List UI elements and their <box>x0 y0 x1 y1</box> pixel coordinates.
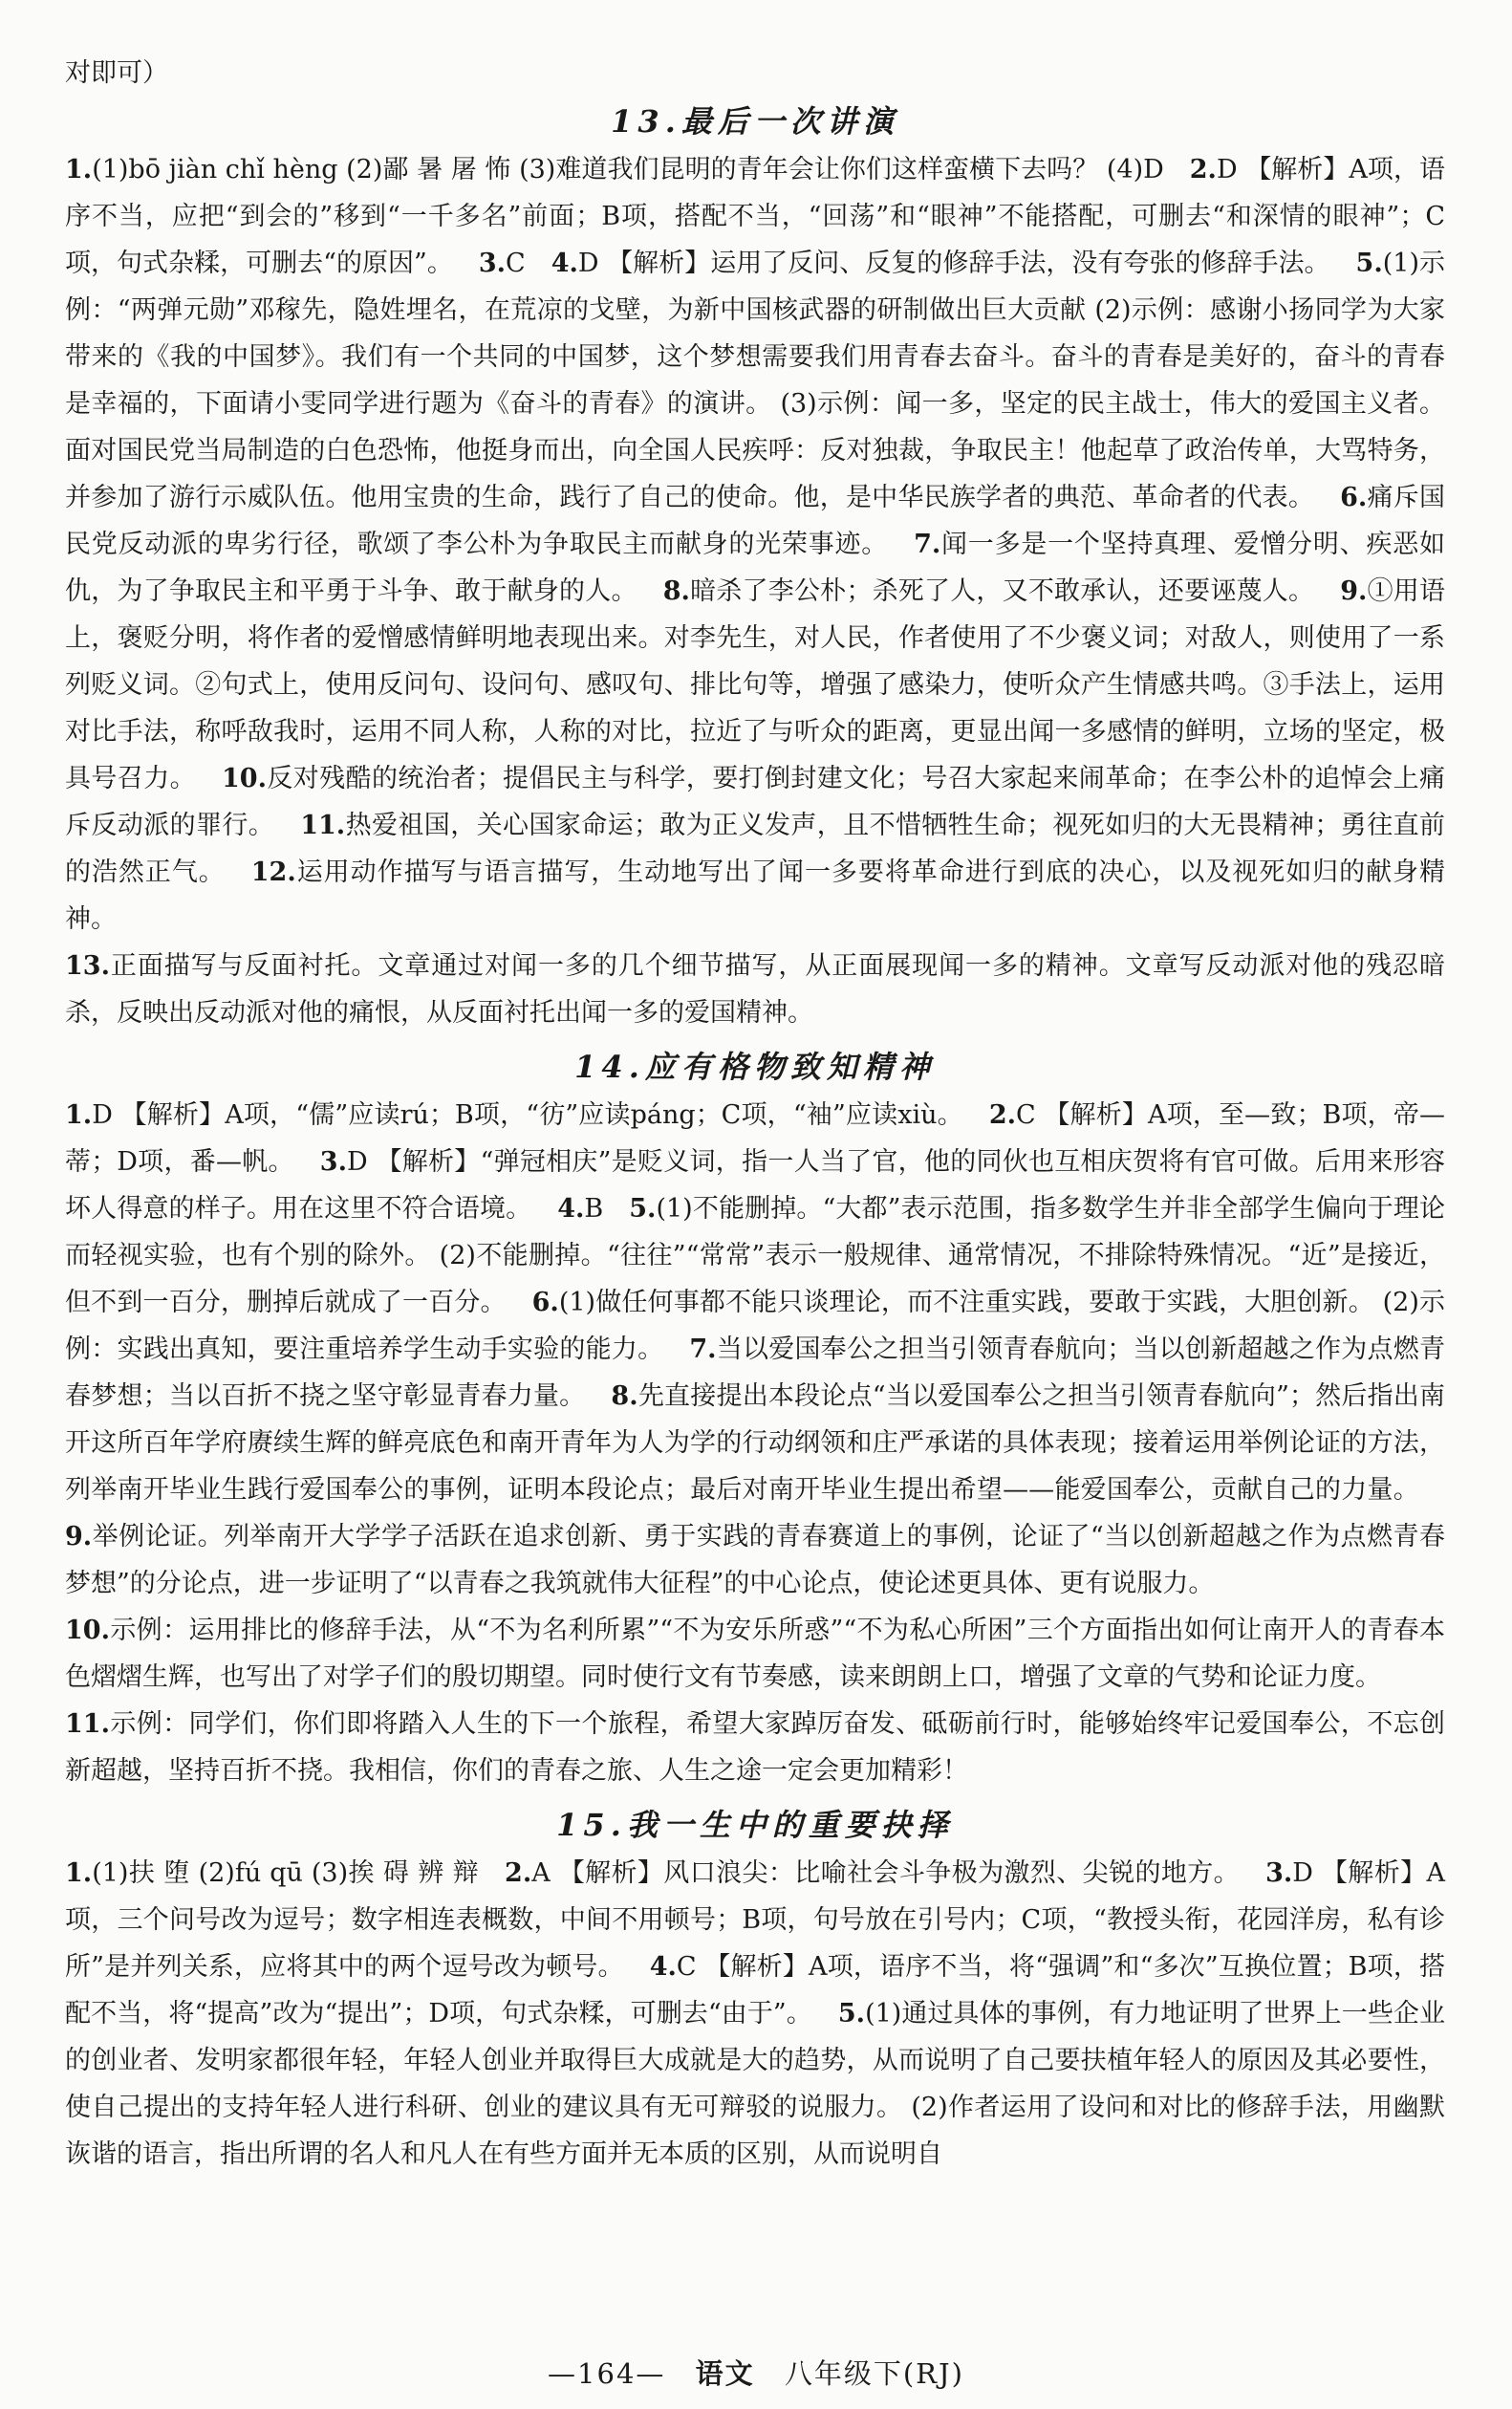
answer-number: 11. <box>65 1709 110 1739</box>
answer-number: 7. <box>914 530 941 559</box>
answer-text: (1)扶 堕 (2)fú qū (3)挨 碍 辨 辩 <box>92 1858 480 1888</box>
section-title: 15.我一生中的重要抉择 <box>556 1807 954 1843</box>
answer-text: ①用语上，褒贬分明，将作者的爱憎感情鲜明地表现出来。对李先生，对人民，作者使用了不少褒义词；对敌人，则使用了一系列贬义词。②句式上，使用反问句、设问句、感叹句、排比句等，增强了感染力，使听众产生情感共鸣。③手法上，运用对比手法，称呼敌我时，运用不同人称，人称的对比，拉近了与听众的距离，更显出闻一多感情的鲜明，立场的坚定，极具号召力。 <box>65 576 1446 793</box>
answer-number: 3. <box>478 249 507 278</box>
answer-number: 8. <box>611 1381 638 1411</box>
section-body <box>65 146 1445 1036</box>
answer-item <box>557 1194 603 1224</box>
answer-text: 反对残酷的统治者；提倡民主与科学，要打倒封建文化；号召大家起来闹革命；在李公朴的追悼会上痛斥反动派的罪行。 <box>65 764 1446 840</box>
answer-number: 3. <box>1265 1858 1293 1888</box>
answer-number: 1. <box>65 1858 93 1888</box>
answer-number: 5. <box>629 1194 657 1224</box>
answer-item <box>479 249 526 278</box>
answer-item <box>663 576 1315 606</box>
answer-number: 4. <box>649 1952 677 1982</box>
answer-number: 8. <box>662 576 690 606</box>
answer-text: 示例：运用排比的修辞手法，从“不为名利所累”“不为安乐所惑”“不为私心所困”三个方面指出如何让南开人的青春本色熠熠生辉，也写出了对学子们的殷切期望。同时使行文有节奏感，读来朗朗上口，增强了文章的气势和论证力度。 <box>65 1616 1445 1692</box>
answer-text: (1)通过具体的事例，有力地证明了世界上一些企业的创业者、发明家都很年轻，年轻人创业并取得巨大成就是大的趋势，从而说明了自己要扶植年轻人的原因及其必要性，使自己提出的支持年轻人进行科研、创业的建议具有无可辩驳的说服力。 (2)作者运用了设问和对比的修辞手法，用幽默诙谐的语言，指出所谓的名人和凡人在有些方面并无本质的区别，从而说明自 <box>65 1999 1445 2169</box>
answer-number: 1. <box>65 155 93 184</box>
answer-number: 2. <box>988 1100 1016 1130</box>
answer-text: C 【解析】A项，至—致；B项，帝—蒂；D项，番—帆。 <box>65 1100 1445 1177</box>
answer-number: 5. <box>1355 249 1383 278</box>
answer-number: 6. <box>1340 483 1368 512</box>
subject-label: 语文 <box>695 2357 755 2390</box>
answer-number: 6. <box>531 1288 559 1317</box>
answer-number: 2. <box>1189 155 1217 184</box>
page-number: —164— <box>548 2357 666 2390</box>
answer-text: (1)不能删掉。“大都”表示范围，指多数学生并非全部学生偏向于理论而轻视实验，也有个别的除外。 (2)不能删掉。“往往”“常常”表示一般规律、通常情况，不排除特殊情况。“近”是接近，但不到一百分，删掉后就成了一百分。 <box>65 1194 1446 1317</box>
answer-text: 运用动作描写与语言描写，生动地写出了闻一多要将革命进行到底的决心，以及视死如归的献身精神。 <box>65 857 1446 934</box>
sections-container <box>65 97 1445 2178</box>
answer-text: C 【解析】A项，语序不当，将“强调”和“多次”互换位置；B项，搭配不当，将“提高”改为“提出”；D项，句式杂糅，可删去“由于”。 <box>65 1952 1445 2029</box>
answer-text: (1)做任何事都不能只谈理论，而不注重实践，要敢于实践，大胆创新。 (2)示例：实践出真知，要注重培养学生动手实验的能力。 <box>65 1288 1446 1364</box>
answer-text: D 【解析】“弹冠相庆”是贬义词，指一人当了官，他的同伙也互相庆贺将有官可做。后用来形容坏人得意的样子。用在这里不符合语境。 <box>65 1147 1445 1224</box>
answer-item <box>65 1709 1445 1786</box>
answer-item <box>65 1522 1445 1598</box>
grade-label: 八年级下(RJ) <box>784 2357 964 2390</box>
answer-text: B <box>584 1194 604 1224</box>
answer-text: (1)示例：“两弹元勋”邓稼先，隐姓埋名，在荒凉的戈壁，为新中国核武器的研制做出巨大贡献 (2)示例：感谢小扬同学为大家带来的《我的中国梦》。我们有一个共同的中国梦，这个梦想需要我们用青春去奋斗。奋斗的青春是美好的，奋斗的青春是幸福的，下面请小雯同学进行题为《奋斗的青春》的演讲。 (3)示例：闻一多，坚定的民主战士，伟大的爱国主义者。面对国民党当局制造的白色恐怖，他挺身而出，向全国人民疾呼：反对独裁，争取民主！他起草了政治传单，大骂特务，并参加了游行示威队伍。他用宝贵的生命，践行了自己的使命。他，是中华民族学者的典范、革命者的代表。 <box>65 249 1445 512</box>
answer-number: 9. <box>1340 576 1368 606</box>
answer-number: 13. <box>65 951 110 981</box>
answer-text: 先直接提出本段论点“当以爱国奉公之担当引领青春航向”；然后指出南开这所百年学府赓续生辉的鲜亮底色和南开青年为人为学的行动纲领和庄严承诺的具体表现；接着运用举例论证的方法，列举南开毕业生践行爱国奉公的事例，证明本段论点；最后对南开毕业生提出希望——能爱国奉公，贡献自己的力量。 <box>65 1381 1446 1505</box>
answer-number: 4. <box>551 249 578 278</box>
answer-number: 10. <box>222 764 267 793</box>
answer-item <box>65 1858 479 1888</box>
answer-text: D 【解析】A项，三个问号改为逗号；数字相连表概数，中间不用顿号；B项，句号放在引号内；C项，“教授头衔，花园洋房，私有诊所”是并列关系，应将其中的两个逗号改为顿号。 <box>65 1858 1445 1982</box>
answer-number: 11. <box>300 811 346 840</box>
answer-text: 暗杀了李公朴；杀死了人，又不敢承认，还要诬蔑人。 <box>689 576 1315 606</box>
answer-number: 1. <box>65 1100 93 1130</box>
answer-number: 5. <box>837 1999 866 2029</box>
section-title: 13.最后一次讲演 <box>611 103 899 140</box>
answer-item <box>551 249 1330 278</box>
answer-number: 3. <box>319 1147 347 1177</box>
answer-number: 9. <box>65 1522 93 1552</box>
answer-item <box>65 155 1164 184</box>
answer-number: 7. <box>689 1335 717 1364</box>
answer-text: 当以爱国奉公之担当引领青春航向；当以创新超越之作为点燃青春梦想；当以百折不挠之坚守彰显青春力量。 <box>65 1335 1445 1411</box>
answer-item <box>65 943 1445 1036</box>
answer-text: 闻一多是一个坚持真理、爱憎分明、疾恶如仇，为了争取民主和平勇于斗争、敢于献身的人。 <box>65 530 1445 606</box>
answer-text: 举例论证。列举南开大学学子活跃在追求创新、勇于实践的青春赛道上的事例，论证了“当以创新超越之作为点燃青春梦想”的分论点，进一步证明了“以青春之我筑就伟大征程”的中心论点，使论述更具体、更有说服力。 <box>65 1522 1445 1598</box>
section-body <box>65 1850 1445 2178</box>
answer-item <box>65 1607 1445 1701</box>
answer-text: 正面描写与反面衬托。文章通过对闻一多的几个细节描写，从正面展现闻一多的精神。文章写反动派对他的残忍暗杀，反映出反动派对他的痛恨，从反面衬托出闻一多的爱国精神。 <box>65 951 1445 1028</box>
answer-number: 10. <box>65 1616 110 1645</box>
section-title: 14.应有格物致知精神 <box>574 1049 936 1085</box>
answer-text: D 【解析】A项，“儒”应读rú；B项，“彷”应读páng；C项，“袖”应读xiù。 <box>92 1100 963 1130</box>
answer-text: (1)bō jiàn chǐ hèng (2)鄙 暑 屠 怖 (3)难道我们昆明的青年会让你们这样蛮横下去吗？ (4)D <box>92 155 1164 184</box>
answer-number: 4. <box>557 1194 585 1224</box>
answer-item <box>505 1858 1240 1888</box>
answer-item <box>65 1100 963 1130</box>
answer-text: 热爱祖国，关心国家命运；敢为正义发声，且不惜牺牲生命；视死如归的大无畏精神；勇往直前的浩然正气。 <box>65 811 1445 887</box>
answer-text: D 【解析】运用了反问、反复的修辞手法，没有夸张的修辞手法。 <box>577 249 1330 278</box>
answer-text: 示例：同学们，你们即将踏入人生的下一个旅程，希望大家踔厉奋发、砥砺前行时，能够始终牢记爱国奉公，不忘创新超越，坚持百折不挠。我相信，你们的青春之旅、人生之途一定会更加精彩！ <box>65 1709 1445 1786</box>
answer-text: A 【解析】风口浪尖：比喻社会斗争极为激烈、尖锐的地方。 <box>531 1858 1241 1888</box>
answer-item <box>65 249 1445 512</box>
answer-text: C <box>506 249 526 278</box>
answer-number: 12. <box>250 857 296 887</box>
section-body <box>65 1092 1445 1794</box>
answer-number: 2. <box>505 1858 532 1888</box>
lead-text: 对即可） <box>65 58 168 88</box>
answer-item <box>65 576 1445 793</box>
answer-item <box>65 857 1445 934</box>
answer-text: D 【解析】A项，语序不当，应把“到会的”移到“一千多名”前面；B项，搭配不当，“回荡”和“眼神”不能搭配，可删去“和深情的眼神”；C项，句式杂糅，可删去“的原因”。 <box>65 155 1445 278</box>
page-footer <box>0 2353 1512 2392</box>
answer-text: 痛斥国民党反动派的卑劣行径，歌颂了李公朴为争取民主而献身的光荣事迹。 <box>65 483 1446 559</box>
